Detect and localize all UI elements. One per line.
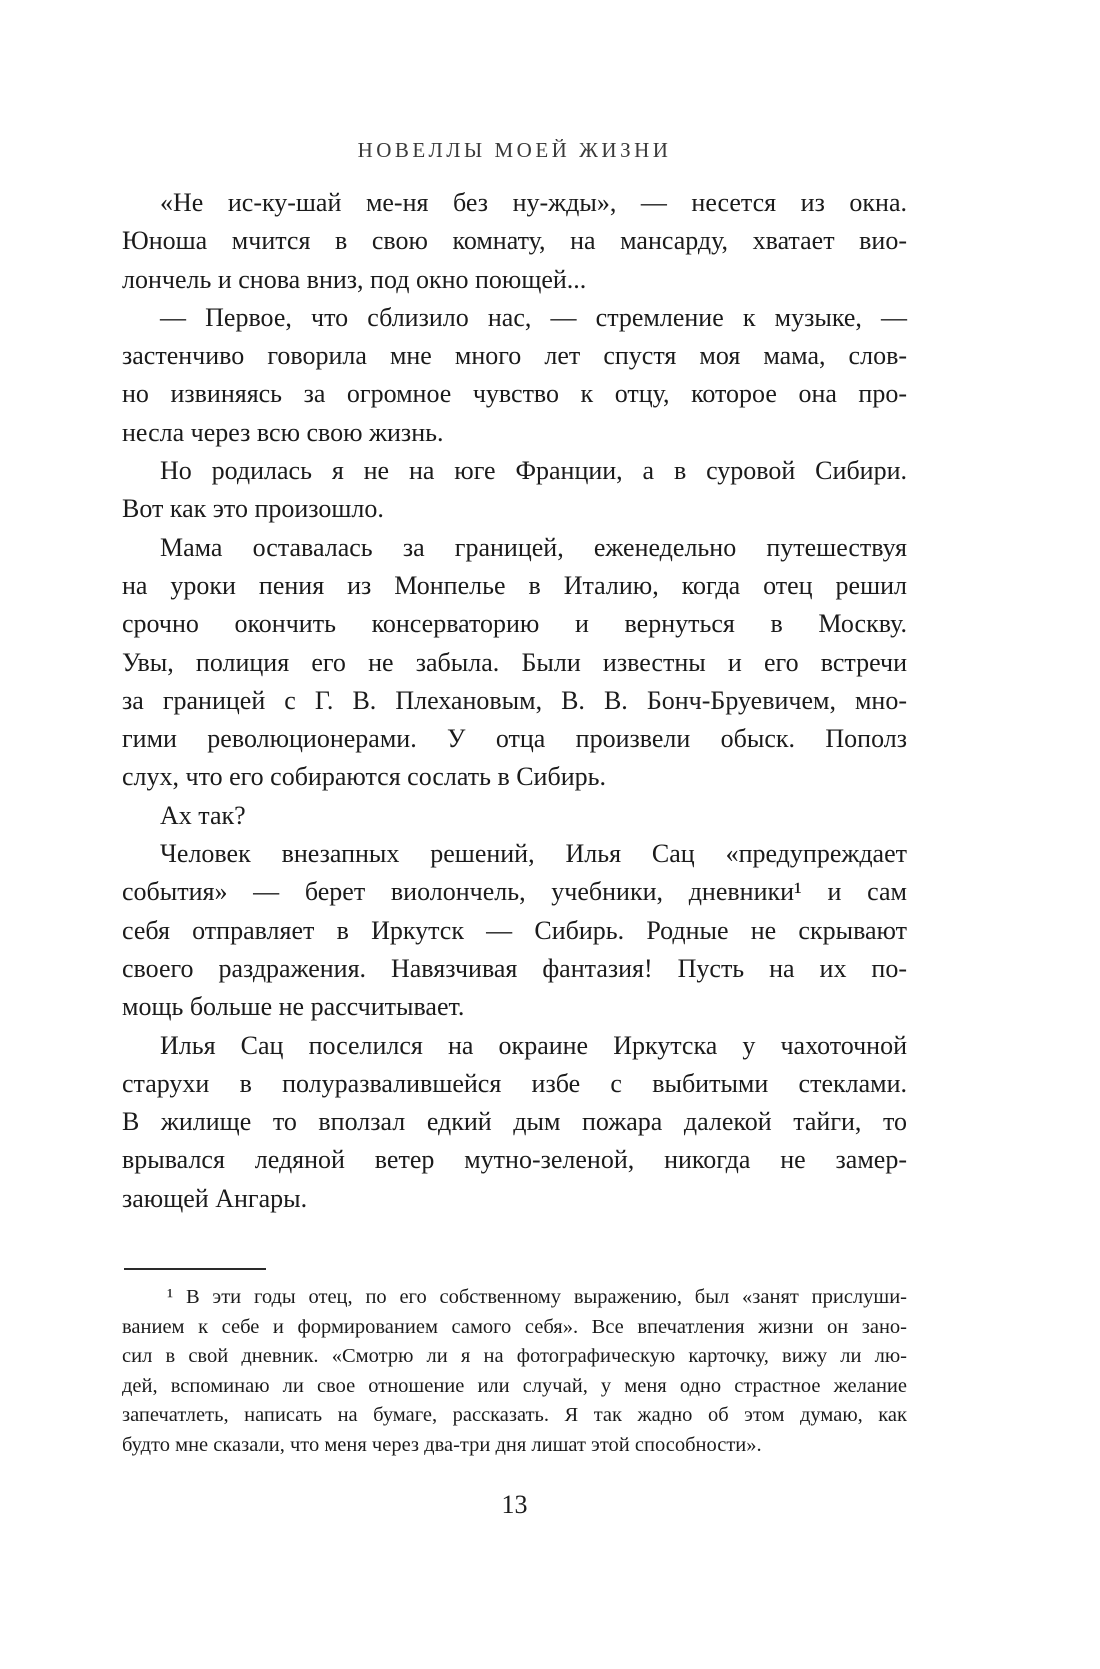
text-line: Ах так? <box>160 800 246 830</box>
paragraph <box>122 797 907 835</box>
text-line: срочно окончить консерваторию и вернуться в Москву. <box>122 609 907 639</box>
paragraph <box>122 529 907 797</box>
text-line: В жилище то вползал едкий дым пожара далекой тайги, то <box>122 1107 907 1137</box>
text-line: ¹ В эти годы отец, по его собственному выражению, был «занят прислуши- <box>167 1286 907 1308</box>
text-line: гими революционерами. У отца произвели обыск. Пополз <box>122 724 907 754</box>
running-header: НОВЕЛЛЫ МОЕЙ ЖИЗНИ <box>357 138 672 162</box>
text-line: слух, что его собираются сослать в Сибирь. <box>122 762 606 792</box>
footnote-separator <box>124 1268 266 1270</box>
page-number: 13 <box>501 1490 528 1519</box>
paragraph <box>122 835 907 1026</box>
text-line: будто мне сказали, что меня через два-три дня лишат этой способности». <box>122 1433 762 1456</box>
text-line: лончель и снова вниз, под окно поющей... <box>122 264 587 294</box>
body-text <box>122 184 907 1218</box>
text-line: врывался ледяной ветер мутно-зеленой, никогда не замер- <box>122 1145 907 1175</box>
text-line: Мама оставалась за границей, еженедельно путешествуя <box>160 532 907 562</box>
text-line: «Не ис-ку-шай ме-ня без ну-жды», — несется из окна. <box>160 188 907 217</box>
text-line: несла через всю свою жизнь. <box>122 417 444 447</box>
text-line: запечатлеть, написать на бумаге, рассказать. Я так жадно об этом думаю, как <box>122 1404 907 1427</box>
paragraph <box>122 184 907 299</box>
text-line: события» — берет виолончель, учебники, дневники¹ и сам <box>122 877 907 907</box>
text-line: но извиняясь за огромное чувство к отцу, которое она про- <box>122 379 907 409</box>
paragraph <box>122 1027 907 1218</box>
text-line: зающей Ангары. <box>122 1183 308 1213</box>
text-line: ванием к себе и формированием самого себя». Все впечатления жизни он зано- <box>122 1315 907 1338</box>
text-line: на уроки пения из Монпелье в Италию, когда отец решил <box>122 570 907 600</box>
text-line: старухи в полуразвалившейся избе с выбитыми стеклами. <box>122 1068 907 1098</box>
text-line: Но родилась я не на юге Франции, а в суровой Сибири. <box>160 456 907 486</box>
text-line: сил в свой дневник. «Смотрю ли я на фотографическую карточку, вижу ли лю- <box>122 1345 907 1368</box>
text-line: за границей с Г. В. Плехановым, В. В. Бонч-Бруевичем, мно- <box>122 685 907 715</box>
paragraph <box>122 299 907 452</box>
text-line: Илья Сац поселился на окраине Иркутска у чахоточной <box>160 1030 907 1060</box>
text-line: себя отправляет в Иркутск — Сибирь. Родные не скрывают <box>122 915 907 945</box>
text-line: застенчиво говорила мне много лет спустя моя мама, слов- <box>122 341 907 371</box>
text-line: — Первое, что сблизило нас, — стремление к музыке, — <box>160 302 907 332</box>
text-line: Вот как это произошло. <box>122 494 384 524</box>
footnote <box>122 1283 907 1461</box>
paragraph <box>122 452 907 529</box>
text-line: мощь больше не рассчитывает. <box>122 992 465 1022</box>
text-line: Юноша мчится в свою комнату, на мансарду, хватает вио- <box>122 226 907 256</box>
text-line: дей, вспоминаю ли свое отношение или случай, у меня одно страстное желание <box>122 1374 907 1397</box>
text-line: Увы, полиция его не забыла. Были известны и его встречи <box>122 647 907 677</box>
text-line: Человек внезапных решений, Илья Сац «предупреждает <box>160 839 907 869</box>
text-line: своего раздражения. Навязчивая фантазия! Пусть на их по- <box>122 953 907 983</box>
